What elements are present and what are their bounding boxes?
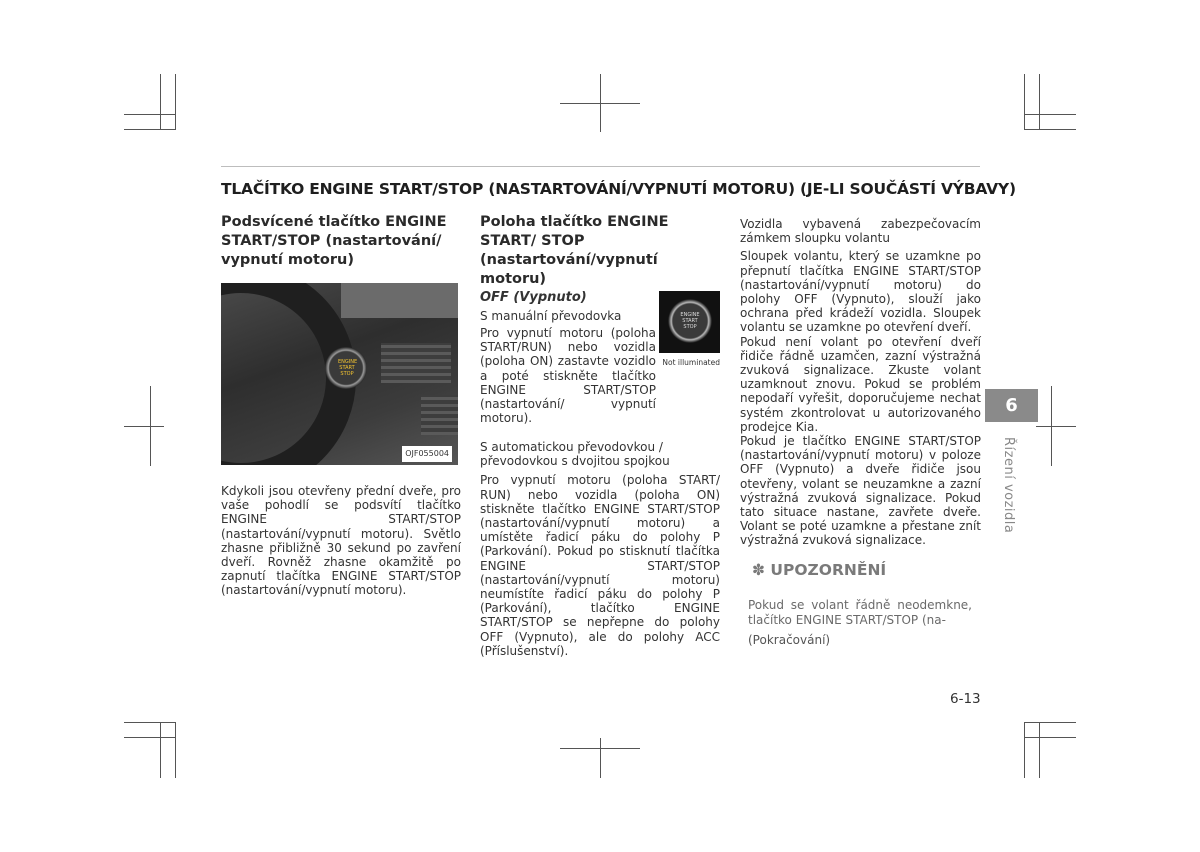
crop-mark — [1024, 129, 1076, 130]
dashboard-panel — [341, 283, 458, 318]
body-text: Kdykoli jsou otevřeny přední dveře, pro vaše pohodlí se podsvítí tlačítko ENGINE START/STOP (nastartování/vypnutí motoru). Světlo zhasne přibližně 30 sekund po zavření dveří. Rovněž zhasne okamžitě po zapnutí tlačítka ENGINE START/STOP (nastartování/vypnutí motoru). — [221, 484, 461, 598]
auto-heading: S automatickou převodovkou / převodovkou s dvojitou spojkou — [480, 440, 670, 469]
engine-start-button-illuminated: ENGINE START STOP — [325, 347, 367, 389]
section-heading: Poloha tlačítko ENGINE START/ STOP (nastartování/vypnutí motoru) — [480, 214, 669, 287]
page-number: 6-13 — [950, 691, 981, 707]
body-text: Pokud je tlačítko ENGINE START/STOP (nastartování/vypnutí motoru) v poloze OFF (Vypnuto) a dveře řidiče jsou otevřeny, volant se neuzamkne a zazní výstražná zvuková signalizace. Pokud tato situace nastane, zavřete dveře. Volant se poté uzamkne a přestane znít výstražná zvuková signalizace. — [740, 434, 981, 548]
crop-mark — [1051, 386, 1052, 466]
air-vent — [381, 343, 451, 383]
warning-body: Pokud se volant řádně neodemkne, tlačítko ENGINE START/STOP (na- — [748, 598, 972, 627]
section-heading: Vozidla vybavená zabezpečovacím zámkem sloupku volantu — [740, 217, 981, 246]
top-rule — [221, 166, 980, 167]
column-3 — [740, 217, 981, 548]
thumbnail-caption: Not illuminated — [662, 358, 720, 367]
crop-mark — [1024, 722, 1076, 723]
body-text: Sloupek volantu, který se uzamkne po přepnutí tlačítka ENGINE START/STOP (nastartování/vypnutí motoru) do polohy OFF (Vypnuto), slouží jako ochrana před krádeží vozidla. Sloupek volantu se uzamkne po otevření dveří. — [740, 249, 981, 335]
image-code: OJF055004 — [402, 446, 452, 462]
crop-mark — [124, 129, 175, 130]
crop-mark — [1024, 722, 1025, 778]
crop-mark — [1024, 114, 1076, 115]
crop-mark — [124, 426, 164, 427]
crop-mark — [175, 722, 176, 778]
body-text: Pokud není volant po otevření dveří řidiče řádně uzamčen, zazní výstražná zvuková signalizace. Zkuste volant uzamknout znovu. Pokud se problém nepodaří vyřešit, doporučujeme nechat systém zkontrolovat u autorizovaného prodejce Kia. — [740, 334, 981, 434]
chapter-label: Řízení vozidla — [1001, 437, 1016, 534]
crop-mark — [150, 386, 151, 466]
manual-heading: S manuální převodovka — [480, 309, 622, 323]
crop-mark — [160, 722, 161, 778]
off-block — [480, 289, 720, 425]
crop-mark — [124, 114, 175, 115]
column-1 — [221, 213, 461, 598]
dashboard-photo — [221, 283, 458, 465]
crop-mark — [175, 74, 176, 130]
section-heading: Podsvícené tlačítko ENGINE START/STOP (nastartování/ vypnutí motoru) — [221, 214, 447, 268]
engine-button-thumbnail: ENGINE START STOP — [659, 291, 720, 353]
crop-mark — [1039, 722, 1040, 778]
chapter-tab: 6 — [985, 389, 1038, 422]
crop-mark — [160, 74, 161, 130]
auto-body: Pro vypnutí motoru (poloha START/ RUN) nebo vozidla (poloha ON) stiskněte tlačítko ENGINE START/STOP (nastartování/vypnutí motoru) a umístěte řadicí páku do polohy P (Parkování). Pokud po stisknutí tlačítka ENGINE START/STOP (nastartování/vypnutí motoru) neumístíte řadicí páku do polohy P (Parkování), tlačítko ENGINE START/STOP se nepřepne do polohy OFF (Vypnuto), ale do polohy ACC (Příslušenství). — [480, 473, 720, 658]
warning-heading: ✽ UPOZORNĚNÍ — [752, 561, 887, 579]
asterisk-icon: ✽ — [752, 561, 765, 579]
crop-mark — [1024, 737, 1076, 738]
manual-body: Pro vypnutí motoru (poloha START/RUN) nebo vozidla (poloha ON) zastavte vozidlo a poté stiskněte tlačítko ENGINE START/STOP (nastartování/ vypnutí motoru). — [480, 326, 656, 426]
air-vent — [421, 395, 458, 435]
crop-mark — [124, 722, 175, 723]
crop-mark — [1036, 426, 1076, 427]
crop-mark — [124, 737, 175, 738]
crop-mark — [1024, 74, 1025, 130]
column-2 — [480, 213, 720, 658]
crop-mark — [1039, 74, 1040, 130]
crop-mark — [600, 74, 601, 132]
crop-mark — [600, 738, 601, 778]
page-title: TLAČÍTKO ENGINE START/STOP (NASTARTOVÁNÍ/VYPNUTÍ MOTORU) (JE-LI SOUČÁSTÍ VÝBAVY) — [221, 180, 1016, 198]
continued-note: (Pokračování) — [748, 633, 831, 647]
subheading: OFF (Vypnuto) — [480, 290, 587, 305]
